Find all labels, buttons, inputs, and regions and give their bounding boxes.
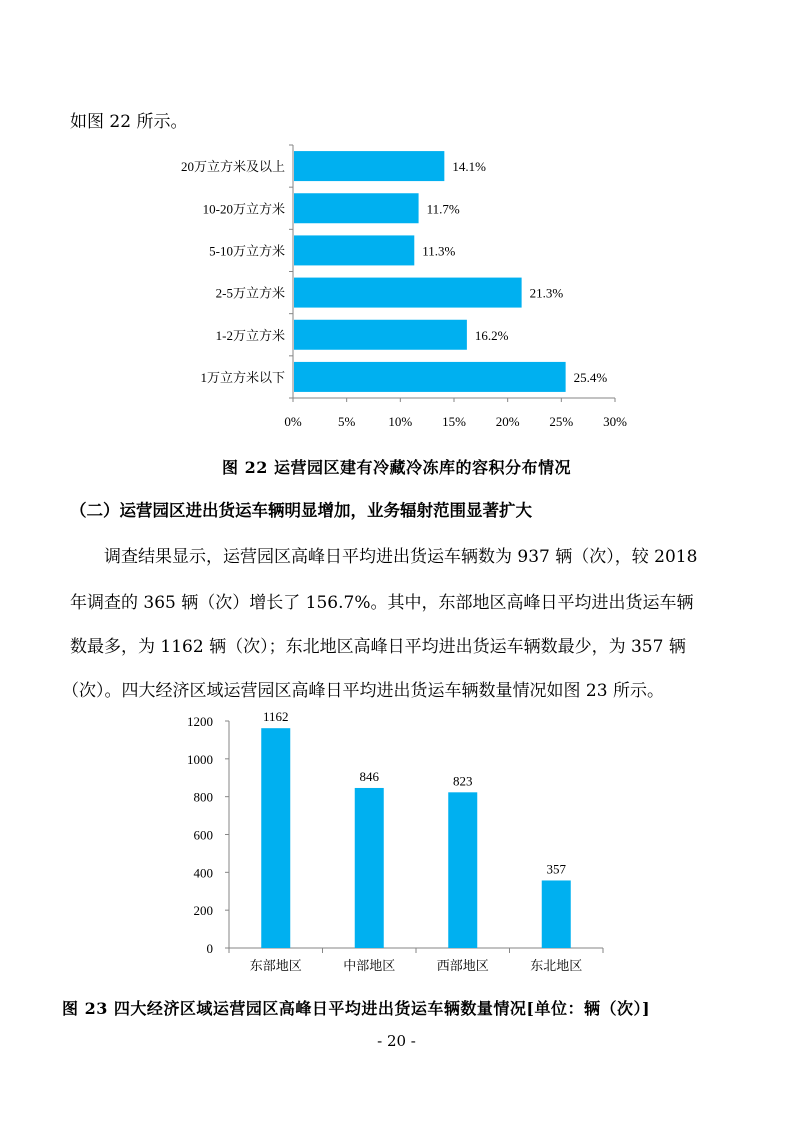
- section-heading: （二）运营园区进出货运车辆明显增加，业务辐射范围显著扩大: [70, 501, 532, 520]
- paragraph-line-4: （次）。四大经济区域运营园区高峰日平均进出货运车辆数量情况如图 23 所示。: [62, 681, 664, 701]
- figure-22-caption: 图 22 运营园区建有冷藏冷冻库的容积分布情况: [222, 458, 571, 477]
- bar: [294, 320, 467, 350]
- bar: [355, 788, 384, 948]
- category-label: 5-10万立方米: [209, 243, 285, 259]
- figure-23-caption: 图 23 四大经济区域运营园区高峰日平均进出货运车辆数量情况[单位：辆（次）]: [62, 999, 651, 1018]
- data-label: 357: [546, 861, 566, 877]
- bar: [294, 235, 414, 265]
- data-label: 11.7%: [426, 201, 460, 217]
- category-label: 20万立方米及以上: [180, 159, 285, 175]
- data-label: 1162: [262, 709, 289, 725]
- y-tick-label: 1200: [187, 714, 213, 729]
- bar: [294, 362, 566, 392]
- x-tick-label: 10%: [388, 414, 413, 429]
- y-tick-label: 800: [193, 789, 213, 805]
- bar: [448, 792, 477, 948]
- data-label: 25.4%: [573, 369, 608, 385]
- data-label: 846: [359, 768, 379, 784]
- x-tick-label: 5%: [337, 414, 356, 429]
- x-tick-label: 20%: [495, 414, 520, 429]
- category-label: 东部地区: [249, 958, 302, 973]
- y-tick-label: 600: [193, 827, 213, 843]
- page-number: - 20 -: [377, 1032, 416, 1050]
- data-label: 14.1%: [452, 159, 486, 175]
- x-tick-label: 25%: [549, 414, 574, 429]
- data-label: 21.3%: [529, 285, 564, 301]
- bar: [294, 151, 444, 181]
- bar: [294, 278, 522, 308]
- y-tick-label: 0: [206, 941, 213, 956]
- category-label: 2-5万立方米: [215, 285, 285, 301]
- y-tick-label: 400: [193, 865, 213, 881]
- y-tick-label: 200: [193, 903, 213, 919]
- category-label: 10-20万立方米: [202, 201, 285, 217]
- category-label: 中部地区: [343, 958, 396, 973]
- y-tick-label: 1000: [187, 751, 213, 767]
- bar: [542, 880, 571, 948]
- x-tick-label: 15%: [442, 414, 466, 429]
- paragraph-line-2: 年调查的 365 辆（次）增长了 156.7%。其中，东部地区高峰日平均进出货运车辆: [70, 593, 694, 613]
- data-label: 11.3%: [422, 243, 456, 259]
- data-label: 16.2%: [474, 327, 509, 343]
- intro-text: 如图 22 所示。: [70, 112, 188, 132]
- data-label: 823: [453, 773, 473, 789]
- category-label: 东北地区: [530, 958, 583, 973]
- x-tick-label: 30%: [603, 414, 627, 429]
- category-label: 西部地区: [436, 958, 489, 973]
- category-label: 1万立方米以下: [200, 369, 285, 385]
- category-label: 1-2万立方米: [215, 327, 285, 343]
- paragraph-line-3: 数最多，为 1162 辆（次）；东北地区高峰日平均进出货运车辆数最少，为 357 辆: [70, 637, 686, 657]
- bar: [294, 193, 419, 223]
- paragraph-line-1: 调查结果显示，运营园区高峰日平均进出货运车辆数为 937 辆（次），较 2018: [104, 547, 698, 567]
- x-tick-label: 0%: [284, 414, 302, 429]
- bar: [261, 728, 290, 948]
